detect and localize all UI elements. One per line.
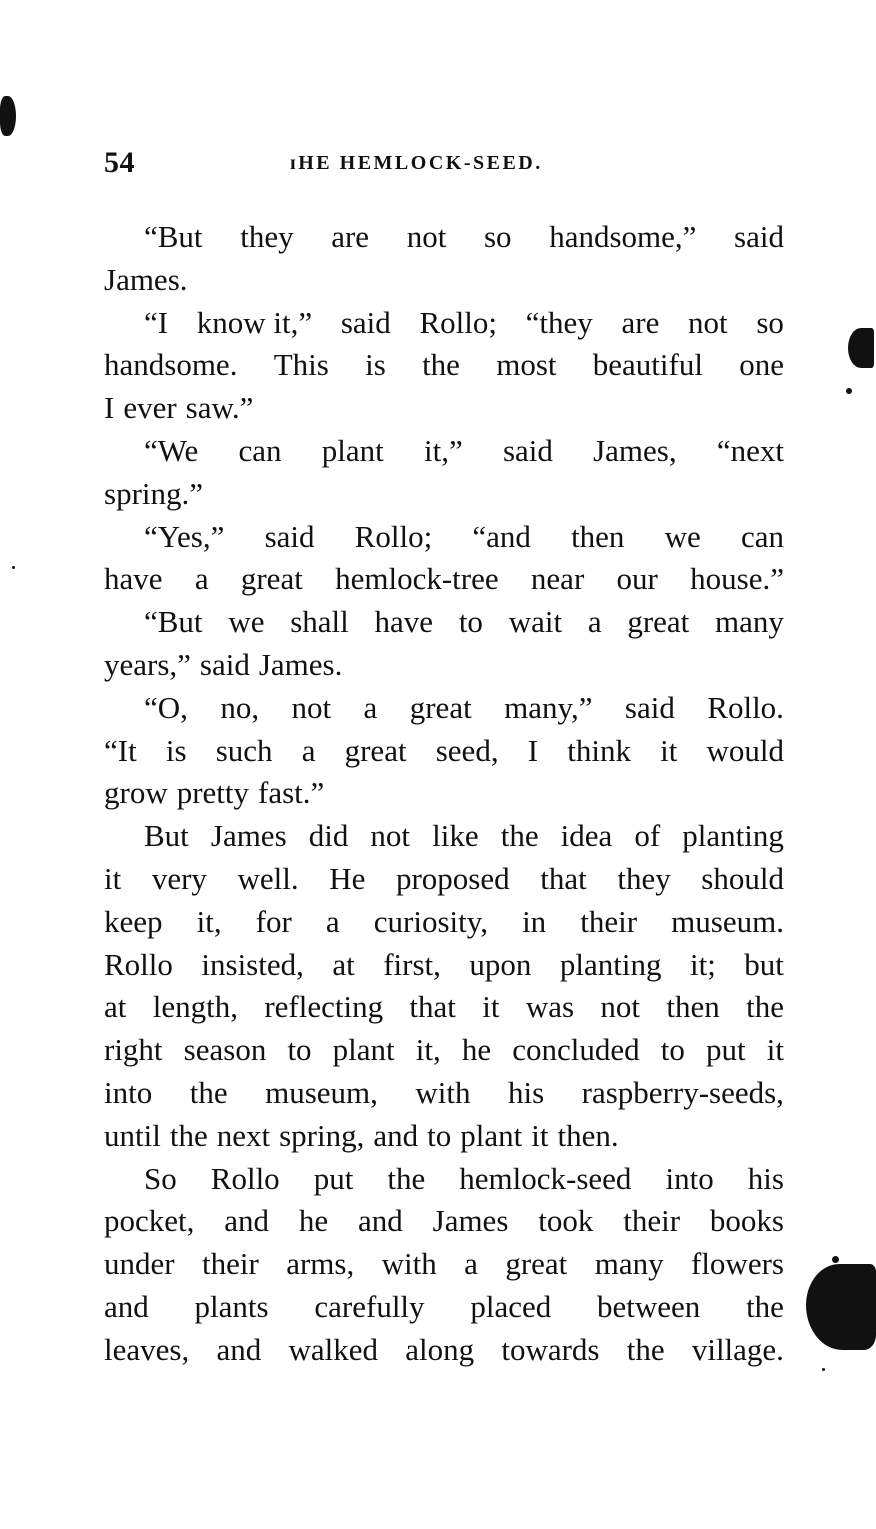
word: hemlock-seed — [459, 1160, 632, 1196]
word: keep — [104, 903, 163, 939]
word: right — [104, 1032, 163, 1068]
word: with — [415, 1074, 471, 1110]
word: the — [746, 989, 784, 1025]
word: would — [706, 732, 784, 768]
text-line — [104, 1029, 784, 1072]
word: flowers — [691, 1246, 784, 1282]
word: proposed — [395, 860, 510, 896]
text-line — [104, 516, 784, 559]
word: a — [301, 732, 316, 768]
word: know it,” — [196, 304, 313, 340]
word: fast.” — [258, 775, 325, 811]
text-line — [104, 216, 784, 259]
word: into — [104, 1074, 153, 1110]
word: walked — [288, 1331, 378, 1367]
word: for — [255, 903, 292, 939]
word: it; — [689, 946, 716, 982]
word: that — [409, 989, 456, 1025]
word: Rollo — [104, 946, 173, 982]
word: “O, — [144, 689, 188, 725]
word: handsome. — [104, 347, 238, 383]
ink-blot-mark — [0, 96, 16, 136]
word: James. — [104, 261, 188, 297]
word: reflecting — [264, 989, 384, 1025]
word: spring.” — [104, 475, 204, 511]
word: plant — [321, 432, 384, 468]
word: a — [363, 689, 378, 725]
word: “and — [472, 518, 531, 554]
word: should — [701, 860, 784, 896]
word: like — [432, 818, 479, 854]
word: but — [744, 946, 784, 982]
word: he — [461, 1032, 492, 1068]
word: their — [580, 903, 638, 939]
word: it, — [196, 903, 222, 939]
word: James — [210, 818, 287, 854]
word: most — [496, 347, 557, 383]
text-line — [104, 1243, 784, 1286]
word: books — [709, 1203, 784, 1239]
word: great — [505, 1246, 568, 1282]
word: so — [483, 219, 512, 254]
word: saw.” — [185, 390, 254, 426]
text-line — [104, 772, 784, 815]
word: their — [623, 1203, 681, 1239]
word: grow — [104, 775, 168, 811]
word: it — [104, 860, 122, 896]
word: season — [183, 1032, 267, 1068]
word: “Yes,” — [144, 518, 225, 554]
word: was — [525, 989, 575, 1025]
text-line — [104, 344, 784, 387]
word: his — [507, 1074, 545, 1110]
word: Rollo; — [354, 518, 433, 554]
word: a — [194, 561, 209, 597]
text-line — [104, 558, 784, 601]
word: not — [370, 818, 411, 854]
word: we — [228, 604, 265, 640]
word: next — [216, 1117, 271, 1153]
word: at — [104, 989, 127, 1025]
word: and — [216, 1331, 262, 1367]
word: I — [527, 732, 539, 768]
word: museum. — [671, 903, 784, 939]
word: said — [264, 518, 315, 554]
word: concluded — [512, 1032, 640, 1068]
word: then — [571, 518, 625, 554]
word: of — [634, 818, 661, 854]
word: shall — [290, 604, 349, 640]
word: So — [144, 1160, 177, 1196]
word: our — [616, 561, 658, 597]
word: a — [587, 604, 602, 640]
word: the — [169, 1117, 208, 1153]
text-line — [104, 1200, 784, 1243]
word: house.” — [690, 561, 784, 597]
word: pretty — [176, 775, 250, 811]
word: he — [298, 1203, 329, 1239]
word: Rollo — [210, 1160, 280, 1196]
text-line — [104, 1072, 784, 1115]
word: took — [538, 1203, 594, 1239]
word: said — [624, 689, 675, 725]
word: until — [104, 1117, 161, 1153]
text-line — [104, 687, 784, 730]
word: said — [199, 646, 250, 682]
ink-blot-mark — [806, 1264, 876, 1350]
body-text — [104, 216, 784, 1372]
word: “they — [525, 304, 593, 340]
word: many — [715, 604, 784, 640]
word: then. — [557, 1117, 619, 1153]
word: their — [202, 1246, 259, 1282]
word: at — [332, 946, 355, 982]
ink-speck — [12, 566, 15, 569]
word: many,” — [504, 689, 593, 725]
word: But — [144, 818, 189, 854]
word: “We — [144, 432, 199, 468]
word: “But — [144, 604, 203, 640]
text-line — [104, 901, 784, 944]
word: great — [627, 604, 690, 640]
word: and — [104, 1288, 149, 1324]
word: said — [502, 432, 553, 468]
word: This — [273, 347, 329, 383]
text-line — [104, 302, 784, 345]
text-line — [104, 387, 784, 430]
word: length, — [152, 989, 238, 1025]
word: into — [665, 1160, 714, 1196]
word: they — [617, 860, 671, 896]
word: a — [464, 1246, 478, 1282]
word: it — [766, 1032, 784, 1068]
word: so — [756, 304, 784, 340]
text-line — [104, 1329, 784, 1372]
word: the — [422, 347, 460, 383]
word: that — [540, 860, 587, 896]
word: ever — [123, 390, 177, 426]
word: wait — [508, 604, 563, 640]
word: can — [238, 432, 282, 468]
word: “I — [144, 304, 169, 340]
word: have — [374, 604, 434, 640]
text-line — [104, 986, 784, 1029]
word: is — [365, 347, 386, 383]
word: the — [189, 1074, 228, 1110]
word: and — [358, 1203, 403, 1239]
word: museum, — [265, 1074, 378, 1110]
word: have — [104, 561, 163, 597]
text-line — [104, 815, 784, 858]
word: James — [432, 1203, 509, 1239]
word: it — [482, 989, 500, 1025]
word: can — [740, 518, 784, 554]
word: a — [325, 903, 340, 939]
word: it — [531, 1117, 549, 1153]
word: it — [660, 732, 678, 768]
word: “It — [104, 732, 137, 768]
word: raspberry-seeds, — [581, 1074, 784, 1110]
page-number: 54 — [104, 146, 135, 179]
word: beautiful — [592, 347, 703, 383]
word: we — [664, 518, 701, 554]
word: and — [224, 1203, 270, 1239]
word: placed — [470, 1288, 552, 1324]
word: insisted, — [201, 946, 304, 982]
text-line — [104, 1286, 784, 1329]
word: such — [215, 732, 273, 768]
word: not — [406, 219, 447, 254]
running-head — [104, 146, 784, 186]
word: first, — [383, 946, 441, 982]
text-line — [104, 430, 784, 473]
word: said — [734, 219, 784, 254]
word: not — [688, 304, 728, 340]
word: leaves, — [104, 1331, 190, 1367]
word: upon — [469, 946, 532, 982]
word: one — [739, 347, 784, 383]
ink-speck — [832, 1256, 839, 1263]
word: many — [594, 1246, 664, 1282]
word: Rollo; — [419, 304, 497, 340]
word: in — [522, 903, 547, 939]
word: along — [405, 1331, 475, 1367]
word: arms, — [286, 1246, 355, 1282]
word: are — [331, 219, 370, 254]
word: village. — [691, 1331, 784, 1367]
word: James, — [593, 432, 677, 468]
word: said — [340, 304, 391, 340]
word: pocket, — [104, 1203, 195, 1239]
word: well. — [237, 860, 299, 896]
word: under — [104, 1246, 175, 1282]
word: to — [458, 604, 483, 640]
edge-ink-mark — [848, 328, 874, 368]
text-line — [104, 858, 784, 901]
word: to — [427, 1117, 452, 1153]
word: they — [240, 219, 294, 254]
word: plant — [332, 1032, 395, 1068]
text-line — [104, 730, 784, 773]
word: the — [387, 1160, 426, 1196]
word: between — [597, 1288, 701, 1324]
word: not — [600, 989, 641, 1025]
word: “next — [716, 432, 784, 468]
word: plant — [460, 1117, 523, 1153]
word: plants — [194, 1288, 269, 1324]
word: it, — [415, 1032, 441, 1068]
word: not — [291, 689, 332, 725]
word: it,” — [423, 432, 463, 468]
word: is — [165, 732, 187, 768]
ink-speck — [822, 1368, 825, 1371]
word: handsome,” — [549, 219, 697, 254]
text-line — [104, 601, 784, 644]
word: put — [313, 1160, 354, 1196]
word: hemlock-tree — [335, 561, 499, 597]
word: put — [705, 1032, 746, 1068]
word: then — [666, 989, 720, 1025]
word: planting — [559, 946, 662, 982]
word: carefully — [314, 1288, 425, 1324]
word: “But — [144, 219, 203, 254]
word: think — [567, 732, 631, 768]
word: did — [308, 818, 349, 854]
text-line — [104, 1115, 784, 1158]
text-line — [104, 473, 784, 516]
word: towards — [501, 1331, 600, 1367]
word: spring, — [279, 1117, 365, 1153]
word: to — [287, 1032, 312, 1068]
word: He — [329, 860, 366, 896]
word: great — [409, 689, 472, 725]
word: the — [500, 818, 539, 854]
text-line — [104, 1158, 784, 1201]
text-line — [104, 944, 784, 987]
word: with — [381, 1246, 437, 1282]
word: the — [746, 1288, 784, 1324]
word: Rollo. — [707, 689, 784, 725]
text-line — [104, 259, 784, 302]
word: and — [373, 1117, 419, 1153]
word: seed, — [435, 732, 499, 768]
word: his — [747, 1160, 784, 1196]
word: very — [151, 860, 207, 896]
word: planting — [682, 818, 784, 854]
text-line — [104, 644, 784, 687]
running-title: ɪHE HEMLOCK-SEED. — [290, 152, 543, 174]
word: great — [240, 561, 303, 597]
word: I — [104, 390, 115, 426]
word: to — [660, 1032, 685, 1068]
word: no, — [220, 689, 260, 725]
ink-speck — [846, 388, 852, 394]
word: idea — [560, 818, 613, 854]
word: near — [530, 561, 585, 597]
word: are — [621, 304, 660, 340]
word: great — [344, 732, 407, 768]
word: curiosity, — [373, 903, 488, 939]
word: years,” — [104, 646, 191, 682]
word: the — [626, 1331, 665, 1367]
word: James. — [258, 646, 343, 682]
